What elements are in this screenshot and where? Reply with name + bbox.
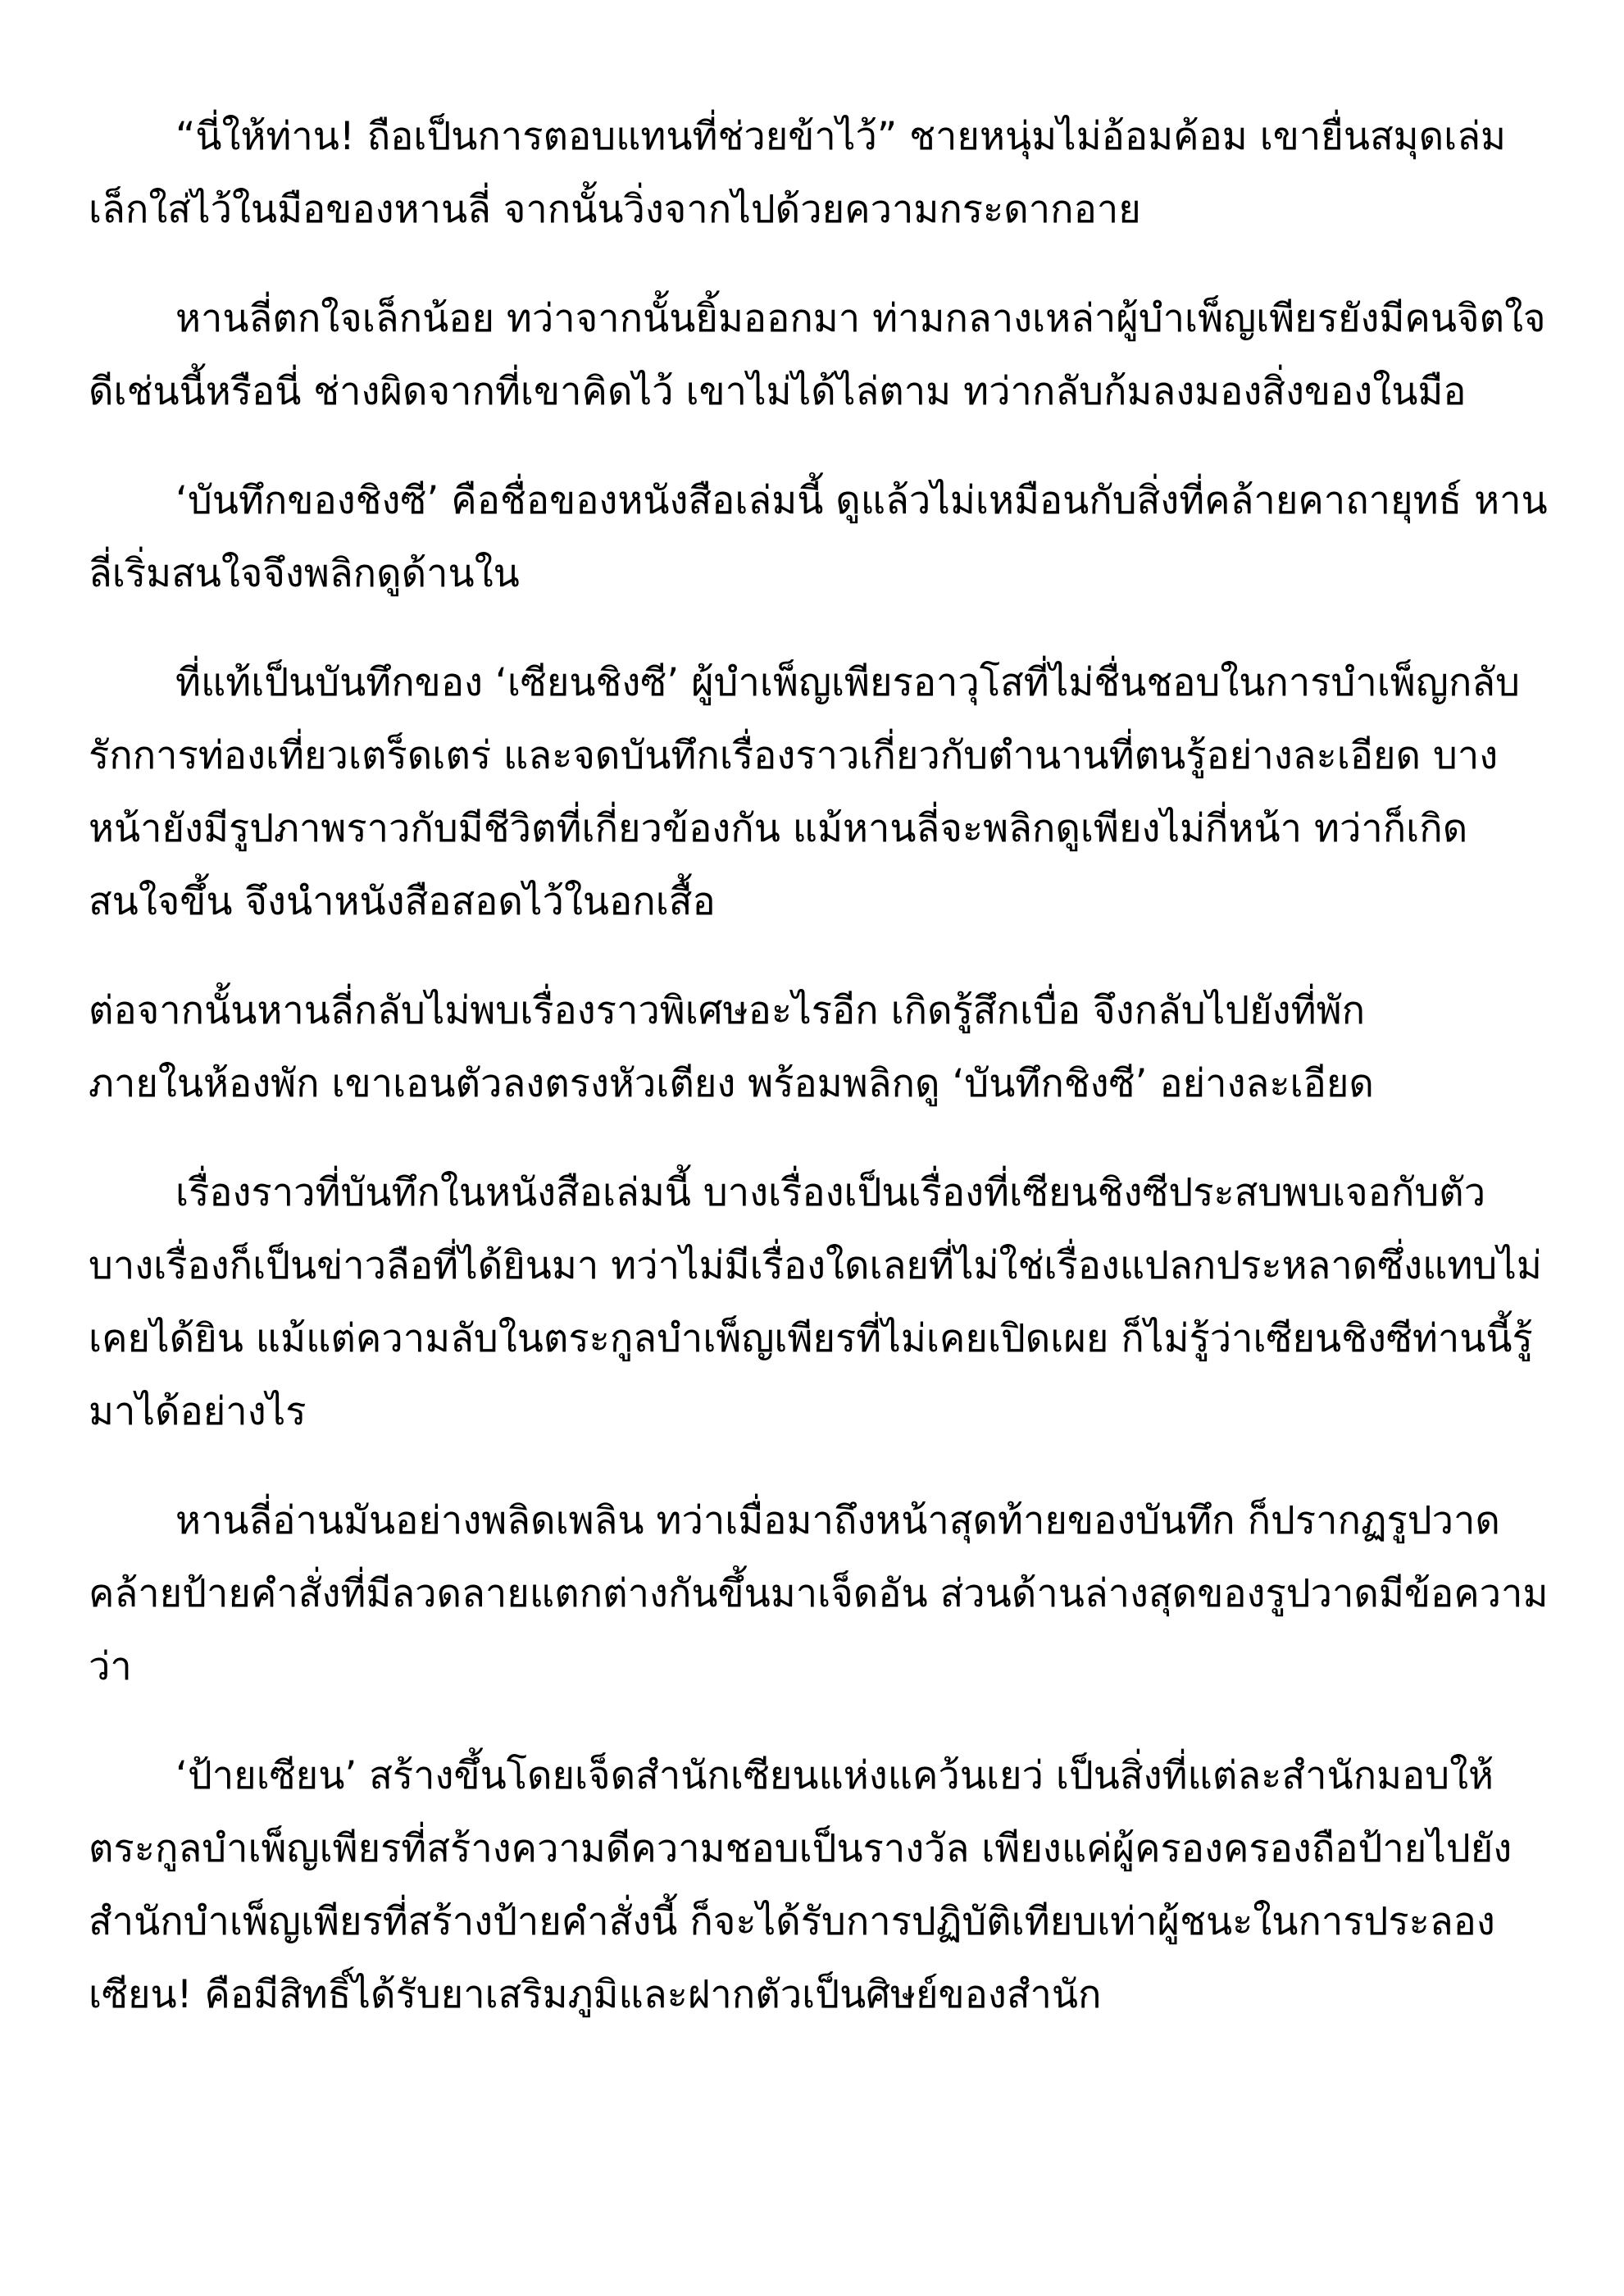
paragraph-3: ‘บันทึกของชิงซี’ คือชื่อของหนังสือเล่มนี้ ดูแล้วไม่เหมือนกับสิ่งที่คล้ายคาถายุทธ์ หานลี่เริ่มสนใจจึงพลิกดูด้านใน [89, 478, 1548, 596]
paragraph-2: หานลี่ตกใจเล็กน้อย ทว่าจากนั้นยิ้มออกมา ท่ามกลางเหล่าผู้บำเพ็ญเพียรยังมีคนจิตใจดีเช่นนี้หรือนี่ ช่างผิดจากที่เขาคิดไว้ เขาไม่ได้ไล่ตาม ทว่ากลับก้มลงมองสิ่งของในมือ [89, 296, 1546, 414]
paragraph-7: เรื่องราวที่บันทึกในหนังสือเล่มนี้ บางเรื่องเป็นเรื่องที่เซียนชิงซีประสบพบเจอกับตัว บางเรื่องก็เป็นข่าวลือที่ได้ยินมา ทว่าไม่มีเรื่องใดเลยที่ไม่ใช่เรื่องแปลกประหลาดซึ่งแทบไม่เคยได้ยิน แม้แต่ความลับในตระกูลบำเพ็ญเพียรที่ไม่เคยเปิดเผย ก็ไม่รู้ว่าเซียนชิงซีท่านนี้รู้มาได้อย่างไร [89, 1170, 1542, 1434]
paragraph-9: ‘ป้ายเซียน’ สร้างขึ้นโดยเจ็ดสำนักเซียนแห่งแคว้นเยว่ เป็นสิ่งที่แต่ละสำนักมอบให้ตระกูลบำเพ็ญเพียรที่สร้างความดีความชอบเป็นรางวัล เพียงแค่ผู้ครองครองถือป้ายไปยังสำนักบำเพ็ญเพียรที่สร้างป้ายคำสั่งนี้ ก็จะได้รับการปฏิบัติเทียบเท่าผู้ชนะในการประลองเซียน! คือมีสิทธิ์ได้รับยาเสริมภูมิและฝากตัวเป็นศิษย์ของสำนัก [89, 1753, 1513, 2017]
paragraph-4: ที่แท้เป็นบันทึกของ ‘เซียนชิงซี’ ผู้บำเพ็ญเพียรอาวุโสที่ไม่ชื่นชอบในการบำเพ็ญกลับรักการท่องเที่ยวเตร็ดเตร่ และจดบันทึกเรื่องราวเกี่ยวกับตำนานที่ตนรู้อย่างละเอียด บางหน้ายังมีรูปภาพราวกับมีชีวิตที่เกี่ยวข้องกัน แม้หานลี่จะพลิกดูเพียงไม่กี่หน้า ทว่าก็เกิดสนใจขึ้น จึงนำหนังสือสอดไว้ในอกเสื้อ [89, 660, 1520, 924]
document-body [89, 100, 1558, 2031]
paragraph-8: หานลี่อ่านมันอย่างพลิดเพลิน ทว่าเมื่อมาถึงหน้าสุดท้ายของบันทึก ก็ปรากฏรูปวาดคล้ายป้ายคำสั่งที่มีลวดลายแตกต่างกันขึ้นมาเจ็ดอัน ส่วนด้านล่างสุดของรูปวาดมีข้อความว่า [89, 1498, 1549, 1689]
paragraph-5: ต่อจากนั้นหานลี่กลับไม่พบเรื่องราวพิเศษอะไรอีก เกิดรู้สึกเบื่อ จึงกลับไปยังที่พัก [89, 988, 1366, 1033]
paragraph-1: “นี่ให้ท่าน! ถือเป็นการตอบแทนที่ช่วยข้าไว้” ชายหนุ่มไม่อ้อมค้อม เขายื่นสมุดเล่มเล็กใส่ไว้ในมือของหานลี่ จากนั้นวิ่งจากไปด้วยความกระดากอาย [89, 114, 1506, 232]
paragraph-6: ภายในห้องพัก เขาเอนตัวลงตรงหัวเตียง พร้อมพลิกดู ‘บันทึกชิงซี’ อย่างละเอียด [89, 1061, 1374, 1106]
